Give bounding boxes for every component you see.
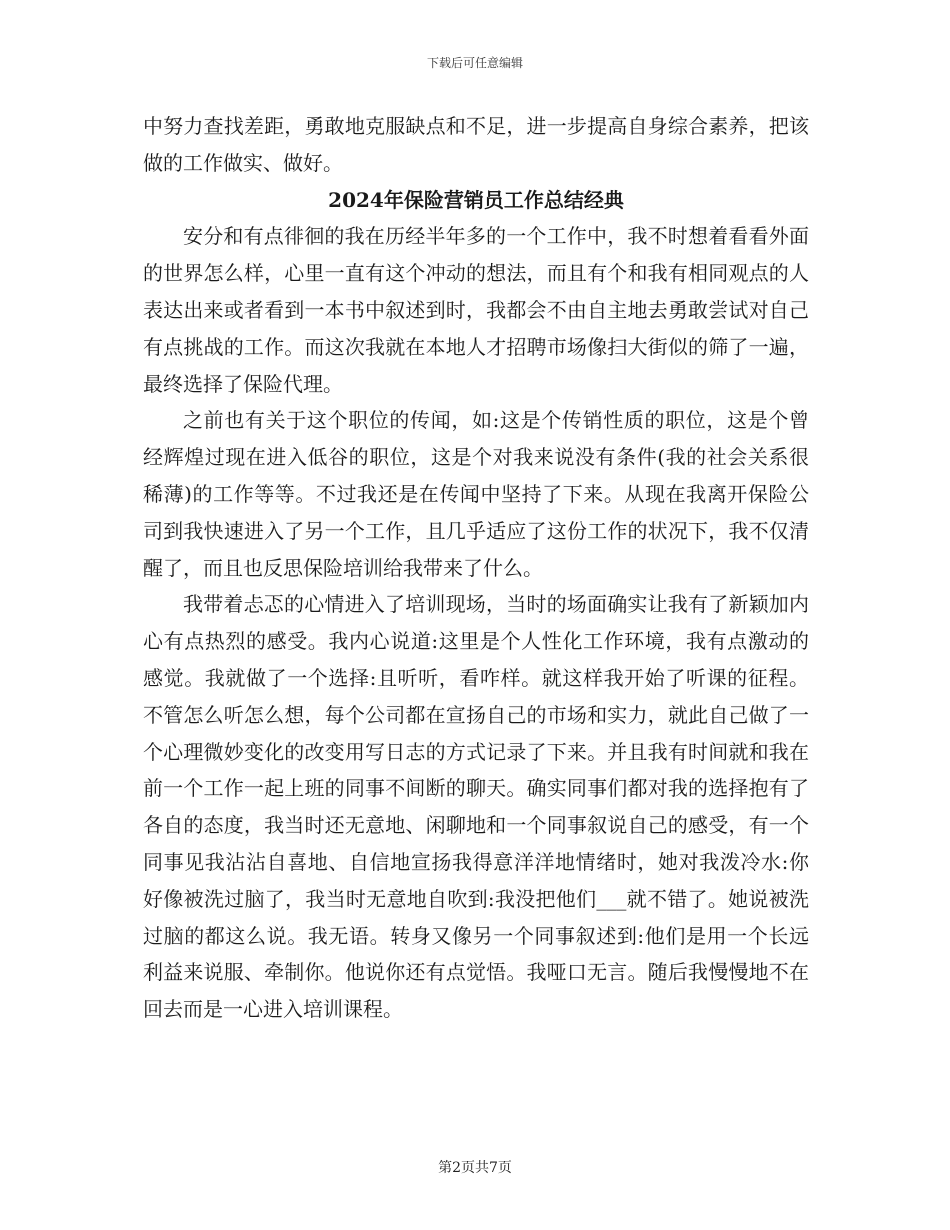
body-paragraph-2: 之前也有关于这个职位的传闻，如:这是个传销性质的职位，这是个曾经辉煌过现在进入低谷的职位，这是个对我来说没有条件(我的社会关系很稀薄)的工作等等。不过我还是在传闻中坚持了下来。从现在我离开保险公司到我快速进入了另一个工作，且几乎适应了这份工作的状况下，我不仅清醒了，而且也反思保险培训给我带来了什么。 (143, 408, 809, 580)
page-header: 下载后可任意编辑 (426, 56, 523, 70)
document-body (143, 108, 809, 1028)
body-paragraph-1: 安分和有点徘徊的我在历经半年多的一个工作中，我不时想着看看外面的世界怎么样，心里一直有这个冲动的想法，而且有个和我有相同观点的人表达出来或者看到一本书中叙述到时，我都会不由自主地去勇敢尝试对自己有点挑战的工作。而这次我就在本地人才招聘市场像扫大街似的筛了一遍，最终选择了保险代理。 (143, 224, 809, 396)
lead-paragraph: 中努力查找差距，勇敢地克服缺点和不足，进一步提高自身综合素养，把该做的工作做实、做好。 (143, 114, 809, 175)
body-paragraph-3: 我带着忐忑的心情进入了培训现场，当时的场面确实让我有了新颖加内心有点热烈的感受。我内心说道:这里是个人性化工作环境，我有点激动的感觉。我就做了一个选择:且听听，看咋样。就这样我开始了听课的征程。不管怎么听怎么想，每个公司都在宣扬自己的市场和实力，就此自己做了一个心理微妙变化的改变用写日志的方式记录了下来。并且我有时间就和我在前一个工作一起上班的同事不间断的聊天。确实同事们都对我的选择抱有了各自的态度，我当时还无意地、闲聊地和一个同事叙说自己的感受，有一个同事见我沾沾自喜地、自信地宣扬我得意洋洋地情绪时，她对我泼冷水:你好像被洗过脑了，我当时无意地自吹到:我没把他们___就不错了。她说被洗过脑的都这么说。我无语。转身又像另一个同事叙述到:他们是用一个长远利益来说服、牵制你。他说你还有点觉悟。我哑口无言。随后我慢慢地不在回去而是一心进入培训课程。 (143, 592, 809, 1022)
document-title: 2024年保险营销员工作总结经典 (328, 187, 624, 212)
page-footer: 第2页共7页 (438, 1160, 512, 1176)
